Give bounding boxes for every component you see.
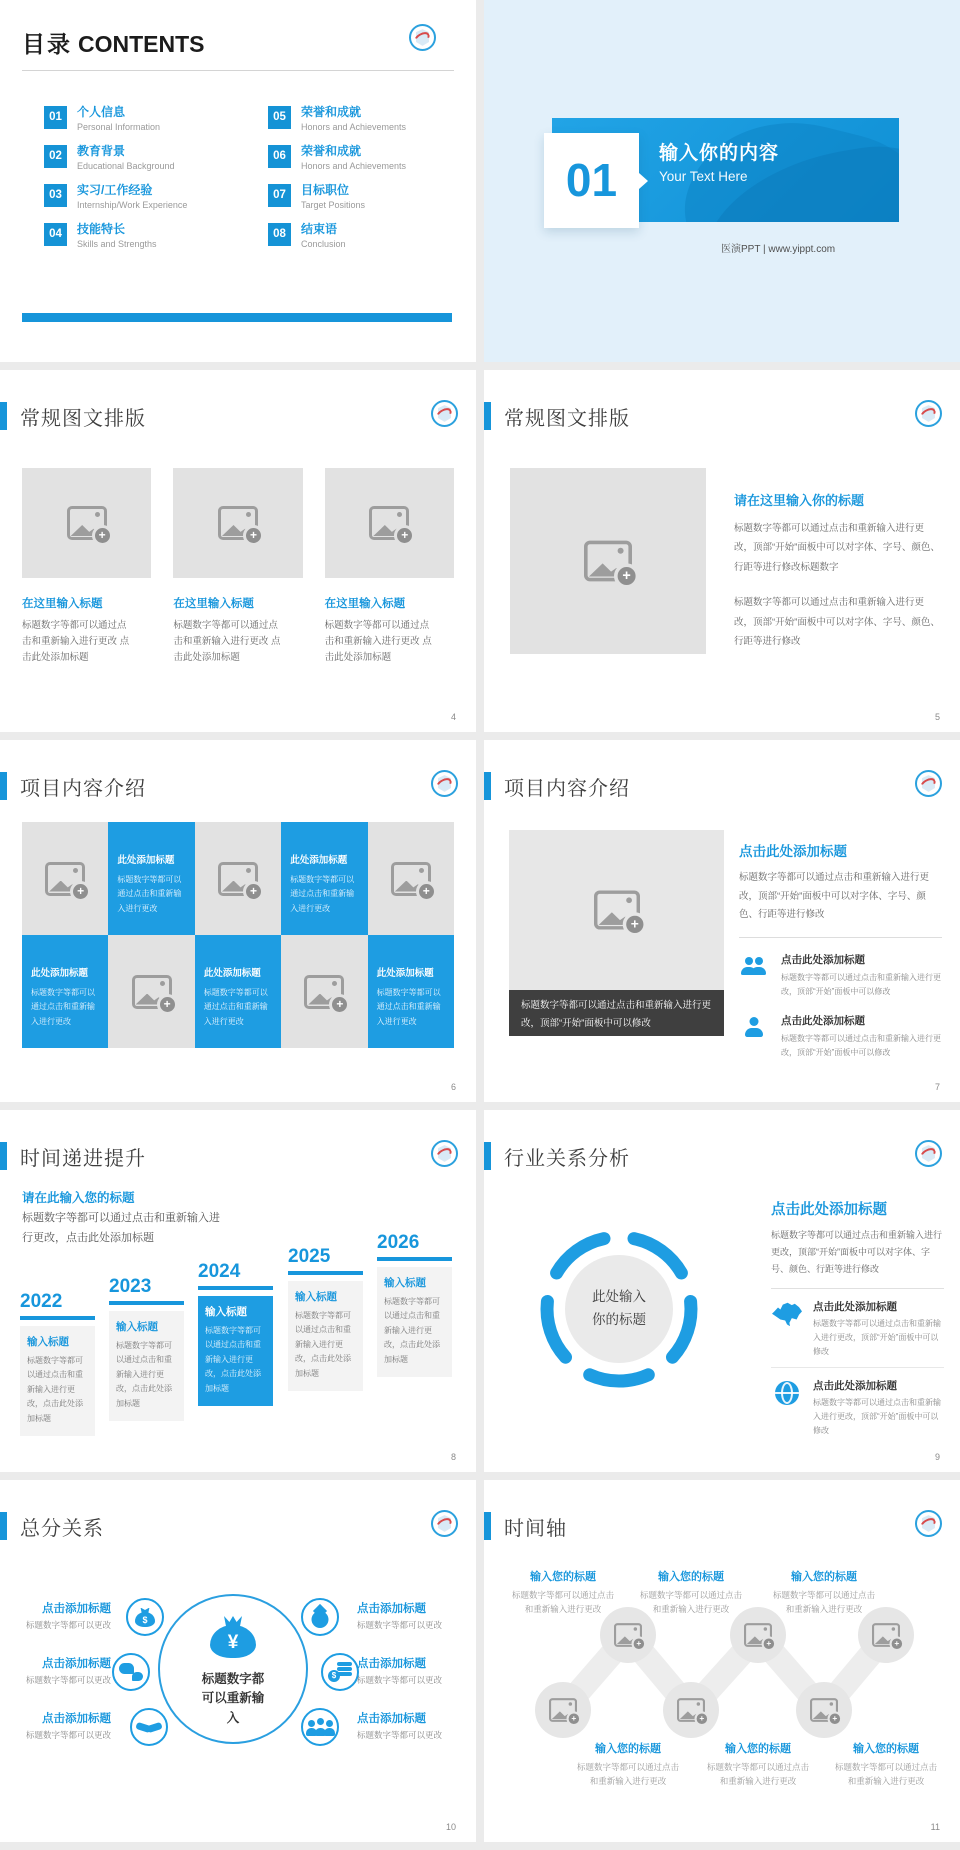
year-step[interactable] — [377, 1232, 452, 1377]
section-number: 01 — [565, 154, 618, 206]
region-list — [771, 1299, 944, 1446]
toc-item-subtitle: Target Positions — [301, 199, 366, 210]
title-accent-bar — [0, 1512, 7, 1540]
feature-title: 点击此处添加标题 — [781, 1014, 865, 1027]
year-underline — [20, 1316, 95, 1320]
spoke-label[interactable] — [16, 1655, 111, 1686]
timeline-label-title: 输入您的标题 — [595, 1743, 661, 1755]
spoke-label-title: 点击添加标题 — [42, 1713, 111, 1725]
content-heading: 点击此处添加标题 — [739, 844, 847, 859]
timeline-label-title: 输入您的标题 — [791, 1571, 857, 1583]
image-placeholder-icon — [549, 1698, 577, 1722]
add-image-plus-icon — [632, 1636, 647, 1651]
cell-title: 此处添加标题 — [290, 855, 348, 866]
money-bag-dollar-icon — [135, 1608, 155, 1627]
slide-title: 总分关系 — [20, 1518, 104, 1540]
region-item[interactable] — [771, 1378, 944, 1446]
section-title: 输入你的内容 — [659, 143, 780, 164]
feature-list — [739, 937, 942, 1060]
toc-title-en: CONTENTS — [78, 31, 205, 57]
china-map-icon — [772, 1302, 802, 1326]
timeline-label-title: 输入您的标题 — [853, 1743, 919, 1755]
toc-item-number: 01 — [44, 106, 67, 129]
toc-item[interactable] — [44, 106, 268, 145]
feature-title: 点击此处添加标题 — [781, 953, 865, 966]
year-card-body: 标题数字等都可以通过点击和重新输入进行更改，点击此处添加标题 — [205, 1326, 261, 1393]
add-image-plus-icon — [157, 994, 178, 1015]
image-placeholder-icon — [304, 975, 344, 1009]
hospital-logo-icon — [915, 400, 942, 427]
toc-item-title: 教育背景 — [77, 144, 126, 158]
image-placeholder-icon — [391, 862, 431, 896]
gear-center-label: 此处输入你的标题 — [592, 1289, 646, 1327]
toc-item-number: 04 — [44, 223, 67, 246]
slide-title: 行业关系分析 — [504, 1148, 630, 1170]
image-placeholder-icon — [584, 541, 632, 582]
users-icon — [741, 956, 768, 976]
coins-icon — [328, 1662, 352, 1682]
toc-item[interactable] — [268, 184, 476, 223]
title-accent-bar — [484, 1142, 491, 1170]
slide-title: 项目内容介绍 — [20, 778, 146, 800]
add-image-plus-icon — [243, 881, 264, 902]
region-item[interactable] — [771, 1299, 944, 1368]
page-number: 5 — [934, 712, 940, 722]
add-image-plus-icon — [243, 525, 264, 546]
timeline-label[interactable] — [759, 1568, 889, 1617]
page-number: 6 — [450, 1082, 456, 1092]
column-caption: 在这里输入标题 — [324, 598, 406, 610]
page-number: 4 — [450, 712, 456, 722]
checkerboard-cell[interactable] — [281, 935, 367, 1048]
spoke-label-body: 标题数字等都可以更改 — [25, 1620, 111, 1630]
image-placeholder-icon — [810, 1698, 838, 1722]
spoke-label-body: 标题数字等都可以更改 — [357, 1730, 443, 1740]
cell-body-text: 标题数字等都可以通过点击和重新输入进行更改 — [290, 875, 355, 913]
checkerboard-cell[interactable] — [195, 935, 281, 1048]
cell-body-text: 标题数字等都可以通过点击和重新输入进行更改 — [376, 988, 441, 1026]
hub-label: 标题数字都可以重新输入 — [201, 1672, 265, 1725]
year-card-body: 标题数字等都可以通过点击和重新输入进行更改，点击此处添加标题 — [384, 1297, 440, 1364]
toc-item[interactable] — [44, 223, 268, 262]
year-card — [198, 1296, 273, 1406]
toc-item-title: 实习/工作经验 — [77, 183, 153, 197]
toc-item-subtitle: Skills and Strengths — [77, 238, 157, 249]
checkerboard-cell[interactable] — [22, 935, 108, 1048]
hospital-logo-icon — [431, 400, 458, 427]
image-placeholder-icon — [45, 862, 85, 896]
timeline-label[interactable] — [821, 1740, 951, 1789]
toc-item-subtitle: Personal Information — [77, 121, 161, 132]
region-item-body: 标题数字等都可以通过点击和重新输入进行更改，顶部“开始”面板中可以修改 — [813, 1398, 941, 1436]
content-heading: 请在此输入您的标题 — [22, 1191, 135, 1205]
timeline-label-title: 输入您的标题 — [530, 1571, 596, 1583]
add-image-plus-icon — [614, 563, 639, 588]
content-paragraph: 标题数字等都可以通过点击和重新输入进行更改，点击此处添加标题 — [22, 1212, 220, 1245]
spoke-label[interactable] — [16, 1600, 111, 1631]
spoke-label-body: 标题数字等都可以更改 — [357, 1675, 443, 1685]
content-paragraph: 标题数字等都可以通过点击和重新输入进行更改，顶部“开始”面板中可以对字体、字号、颜色、行距等进行修改 — [771, 1227, 944, 1289]
spoke-label[interactable] — [357, 1600, 465, 1631]
credit-text: 医演PPT | www.yippt.com — [721, 244, 836, 255]
checkerboard-cell[interactable] — [108, 822, 194, 935]
add-image-plus-icon — [394, 525, 415, 546]
timeline-label[interactable] — [626, 1568, 756, 1617]
add-image-plus-icon — [329, 994, 350, 1015]
spoke-circle — [321, 1653, 359, 1691]
year-card-title: 输入标题 — [27, 1336, 69, 1348]
year-underline — [288, 1271, 363, 1275]
year-step[interactable] — [20, 1291, 95, 1436]
content-heading: 请在这里输入你的标题 — [734, 493, 865, 508]
column-body-text: 标题数字等都可以通过点击和重新输入进行更改 点击此处添加标题 — [22, 620, 130, 664]
image-placeholder-icon — [67, 506, 107, 540]
content-paragraph: 标题数字等都可以通过点击和重新输入进行更改，顶部“开始”面板中可以对字体、字号、颜色、行距等进行修改 — [734, 597, 940, 648]
year-card-body: 标题数字等都可以通过点击和重新输入进行更改，点击此处添加标题 — [116, 1341, 172, 1408]
add-image-plus-icon — [567, 1711, 582, 1726]
add-image-plus-icon — [762, 1636, 777, 1651]
toc-item[interactable] — [268, 223, 476, 262]
column-caption: 在这里输入标题 — [173, 598, 254, 610]
year-underline — [109, 1301, 184, 1305]
section-subtitle: Your Text Here — [659, 169, 748, 184]
add-image-plus-icon — [92, 525, 113, 546]
spoke-label-body: 标题数字等都可以更改 — [357, 1620, 443, 1630]
year-card-title: 输入标题 — [116, 1321, 158, 1333]
image-placeholder-icon — [872, 1623, 900, 1647]
checkerboard-cell[interactable] — [281, 822, 367, 935]
toc-item-subtitle: Educational Background — [77, 160, 175, 171]
column-body-text: 标题数字等都可以通过点击和重新输入进行更改 点击此处添加标题 — [173, 620, 281, 664]
spoke-circle — [130, 1708, 168, 1746]
year-card-body: 标题数字等都可以通过点击和重新输入进行更改，点击此处添加标题 — [27, 1356, 83, 1423]
image-placeholder-icon — [218, 506, 258, 540]
title-accent-bar — [484, 772, 491, 800]
cell-body-text: 标题数字等都可以通过点击和重新输入进行更改 — [31, 988, 95, 1026]
page-number: 8 — [450, 1452, 456, 1462]
hospital-logo-icon — [915, 1510, 942, 1537]
slide-card-year-steps[interactable] — [0, 1110, 476, 1472]
timeline-label[interactable] — [693, 1740, 823, 1789]
timeline-node[interactable] — [858, 1607, 914, 1663]
slide-card-total-detail[interactable] — [0, 1480, 476, 1842]
year-card — [20, 1326, 95, 1436]
content-paragraph: 标题数字等都可以通过点击和重新输入进行更改，顶部“开始”面板中可以对字体、字号、颜色、行距等进行修改标题数字 — [734, 523, 940, 573]
toc-item-title: 技能特长 — [77, 222, 126, 236]
toc-item-number: 03 — [44, 184, 67, 207]
feature-body: 标题数字等都可以通过点击和重新输入进行更改，顶部“开始”面板中可以修改 — [781, 1033, 941, 1057]
spoke-circle — [126, 1598, 164, 1636]
toc-item-subtitle: Internship/Work Experience — [77, 199, 188, 210]
title-accent-bar — [0, 1142, 7, 1170]
slide-card-industry-relation[interactable] — [484, 1110, 960, 1472]
timeline-label-title: 输入您的标题 — [658, 1571, 724, 1583]
money-bag-yuan-icon — [210, 1616, 256, 1658]
year-card — [109, 1311, 184, 1421]
slide-title: 常规图文排版 — [20, 408, 146, 430]
timeline-label[interactable] — [498, 1568, 628, 1617]
title-accent-bar — [0, 402, 7, 430]
timeline-label-body: 标题数字等都可以通过点击和重新输入进行更改 — [706, 1762, 809, 1787]
toc-title — [22, 26, 205, 59]
toc-item[interactable] — [268, 106, 476, 145]
spoke-label[interactable] — [357, 1655, 465, 1686]
checkerboard-cell[interactable] — [195, 822, 281, 935]
globe-icon — [775, 1381, 799, 1405]
toc-item-number: 08 — [268, 223, 291, 246]
year-underline — [198, 1286, 273, 1290]
page-number: 10 — [445, 1822, 456, 1832]
image-placeholder[interactable] — [509, 830, 724, 990]
timeline-label-body: 标题数字等都可以通过点击和重新输入进行更改 — [639, 1590, 742, 1615]
spoke-label-title: 点击添加标题 — [357, 1658, 426, 1670]
timeline-node[interactable] — [600, 1607, 656, 1663]
toc-item[interactable] — [44, 145, 268, 184]
year-label: 2024 — [198, 1261, 241, 1282]
cell-title: 此处添加标题 — [376, 968, 434, 979]
add-image-plus-icon — [890, 1636, 905, 1651]
toc-item-number: 05 — [268, 106, 291, 129]
image-placeholder[interactable] — [325, 468, 454, 578]
title-accent-bar — [484, 402, 491, 430]
spoke-circle — [301, 1708, 339, 1746]
year-step[interactable] — [288, 1246, 363, 1391]
section-number-box — [544, 133, 639, 228]
hospital-logo-icon — [915, 770, 942, 797]
image-columns — [22, 468, 454, 666]
slide-card-project-detail[interactable] — [484, 740, 960, 1102]
year-step[interactable] — [198, 1261, 273, 1406]
toc-item-number: 06 — [268, 145, 291, 168]
hospital-logo-icon — [431, 1140, 458, 1167]
year-label: 2022 — [20, 1291, 63, 1312]
year-card-body: 标题数字等都可以通过点击和重新输入进行更改，点击此处添加标题 — [295, 1311, 351, 1378]
spoke-label[interactable] — [357, 1710, 465, 1741]
slide-card-zigzag-timeline[interactable] — [484, 1480, 960, 1842]
slide-card-toc[interactable] — [0, 0, 476, 362]
toc-item-number: 07 — [268, 184, 291, 207]
image-placeholder[interactable] — [510, 468, 706, 654]
add-image-plus-icon — [622, 912, 646, 936]
timeline-node[interactable] — [730, 1607, 786, 1663]
toc-title-zh: 目录 — [22, 31, 72, 57]
toc-item-title: 结束语 — [301, 222, 338, 236]
cell-title: 此处添加标题 — [31, 968, 89, 979]
toc-item-title: 目标职位 — [301, 183, 350, 197]
image-placeholder[interactable] — [22, 468, 151, 578]
checkerboard-cell[interactable] — [108, 935, 194, 1048]
feature-body: 标题数字等都可以通过点击和重新输入进行更改，顶部“开始”面板中可以修改 — [781, 972, 941, 996]
bottom-accent-bar — [22, 313, 452, 322]
handshake-icon — [136, 1719, 162, 1735]
slide-title: 时间轴 — [504, 1518, 567, 1540]
user-icon — [744, 1017, 764, 1037]
timeline-label-body: 标题数字等都可以通过点击和重新输入进行更改 — [772, 1590, 875, 1615]
timeline-label-title: 输入您的标题 — [725, 1743, 791, 1755]
toc-item-subtitle: Conclusion — [301, 238, 346, 249]
column-caption: 在这里输入标题 — [22, 598, 103, 610]
toc-item-title: 荣誉和成就 — [301, 144, 362, 158]
year-card — [377, 1267, 452, 1377]
slide-card-checkerboard[interactable] — [0, 740, 476, 1102]
slide-card-image-text[interactable] — [484, 370, 960, 732]
cell-body-text: 标题数字等都可以通过点击和重新输入进行更改 — [117, 875, 182, 913]
year-card — [288, 1281, 363, 1391]
region-item-title: 点击此处添加标题 — [813, 1380, 897, 1393]
timeline-node[interactable] — [663, 1682, 719, 1738]
feature-item[interactable] — [739, 1013, 942, 1060]
column-body-text: 标题数字等都可以通过点击和重新输入进行更改 点击此处添加标题 — [324, 620, 432, 664]
toc-list — [44, 106, 476, 262]
image-placeholder-icon — [132, 975, 172, 1009]
year-card-title: 输入标题 — [295, 1291, 337, 1303]
page-number: 11 — [930, 1822, 940, 1832]
hospital-logo-icon — [431, 770, 458, 797]
year-card-title: 输入标题 — [384, 1277, 426, 1289]
team-icon — [306, 1718, 334, 1736]
spoke-circle — [301, 1598, 339, 1636]
title-accent-bar — [0, 772, 7, 800]
hub-circle — [158, 1594, 308, 1744]
timeline-node[interactable] — [796, 1682, 852, 1738]
year-underline — [377, 1257, 452, 1261]
checkerboard-cell[interactable] — [368, 822, 454, 935]
image-column — [325, 468, 454, 666]
page-number: 9 — [934, 1452, 940, 1462]
image-placeholder-icon — [614, 1623, 642, 1647]
region-item-title: 点击此处添加标题 — [813, 1301, 897, 1314]
slide-card-three-images[interactable] — [0, 370, 476, 732]
image-caption-bar: 标题数字等都可以通过点击和重新输入进行更改，顶部“开始”面板中可以修改 — [509, 990, 724, 1036]
spoke-label-title: 点击添加标题 — [42, 1658, 111, 1670]
gear-diagram — [512, 1202, 727, 1417]
slide-card-section-divider[interactable] — [484, 0, 960, 362]
region-item-body: 标题数字等都可以通过点击和重新输入进行更改，顶部“开始”面板中可以修改 — [813, 1319, 941, 1357]
hospital-logo-icon — [409, 24, 436, 51]
timeline-node[interactable] — [535, 1682, 591, 1738]
year-step[interactable] — [109, 1276, 184, 1421]
checkerboard-cell[interactable] — [22, 822, 108, 935]
slide-title: 常规图文排版 — [504, 408, 630, 430]
cell-title: 此处添加标题 — [117, 855, 175, 866]
toc-item-title: 个人信息 — [77, 105, 126, 119]
image-placeholder-icon — [369, 506, 409, 540]
spoke-label-body: 标题数字等都可以更改 — [25, 1730, 111, 1740]
add-image-plus-icon — [828, 1711, 843, 1726]
year-label: 2026 — [377, 1232, 420, 1253]
content-heading: 点击此处添加标题 — [771, 1202, 887, 1218]
spoke-label[interactable] — [16, 1710, 111, 1741]
feature-item[interactable] — [739, 952, 942, 999]
spoke-label-title: 点击添加标题 — [357, 1603, 426, 1615]
timeline-label-body: 标题数字等都可以通过点击和重新输入进行更改 — [511, 1590, 614, 1615]
cell-title: 此处添加标题 — [203, 968, 261, 979]
slide-title: 时间递进提升 — [20, 1148, 146, 1170]
image-placeholder-icon — [677, 1698, 705, 1722]
page-number: 7 — [934, 1082, 940, 1092]
toc-item-subtitle: Honors and Achievements — [301, 121, 407, 132]
toc-item-subtitle: Honors and Achievements — [301, 160, 407, 171]
year-card-title: 输入标题 — [205, 1306, 247, 1318]
spoke-circle — [112, 1653, 150, 1691]
toc-item-number: 02 — [44, 145, 67, 168]
image-column — [173, 468, 302, 666]
slide-title: 项目内容介绍 — [504, 778, 630, 800]
divider-line — [22, 70, 454, 71]
image-placeholder-icon — [744, 1623, 772, 1647]
add-image-plus-icon — [70, 881, 91, 902]
spoke-label-title: 点击添加标题 — [357, 1713, 426, 1725]
toc-item[interactable] — [268, 145, 476, 184]
add-image-plus-icon — [695, 1711, 710, 1726]
chat-icon — [119, 1663, 143, 1681]
timeline-label-body: 标题数字等都可以通过点击和重新输入进行更改 — [576, 1762, 679, 1787]
toc-item-title: 荣誉和成就 — [301, 105, 362, 119]
title-accent-bar — [484, 1512, 491, 1540]
toc-item[interactable] — [44, 184, 268, 223]
image-placeholder[interactable] — [173, 468, 302, 578]
spoke-label-title: 点击添加标题 — [42, 1603, 111, 1615]
checkerboard-cell[interactable] — [368, 935, 454, 1048]
checkerboard-grid — [22, 822, 454, 1048]
timeline-label[interactable] — [563, 1740, 693, 1789]
timeline-label-body: 标题数字等都可以通过点击和重新输入进行更改 — [834, 1762, 937, 1787]
graduation-globe-icon — [309, 1606, 331, 1628]
image-placeholder-icon — [594, 890, 640, 929]
cell-body-text: 标题数字等都可以通过点击和重新输入进行更改 — [203, 988, 268, 1026]
image-placeholder-icon — [218, 862, 258, 896]
image-column — [22, 468, 151, 666]
add-image-plus-icon — [416, 881, 437, 902]
spoke-label-body: 标题数字等都可以更改 — [25, 1675, 111, 1685]
year-label: 2025 — [288, 1246, 331, 1267]
hospital-logo-icon — [915, 1140, 942, 1167]
hospital-logo-icon — [431, 1510, 458, 1537]
year-label: 2023 — [109, 1276, 152, 1297]
content-paragraph: 标题数字等都可以通过点击和重新输入进行更改，顶部“开始”面板中可以对字体、字号、颜色、行距等进行修改 — [739, 872, 930, 921]
